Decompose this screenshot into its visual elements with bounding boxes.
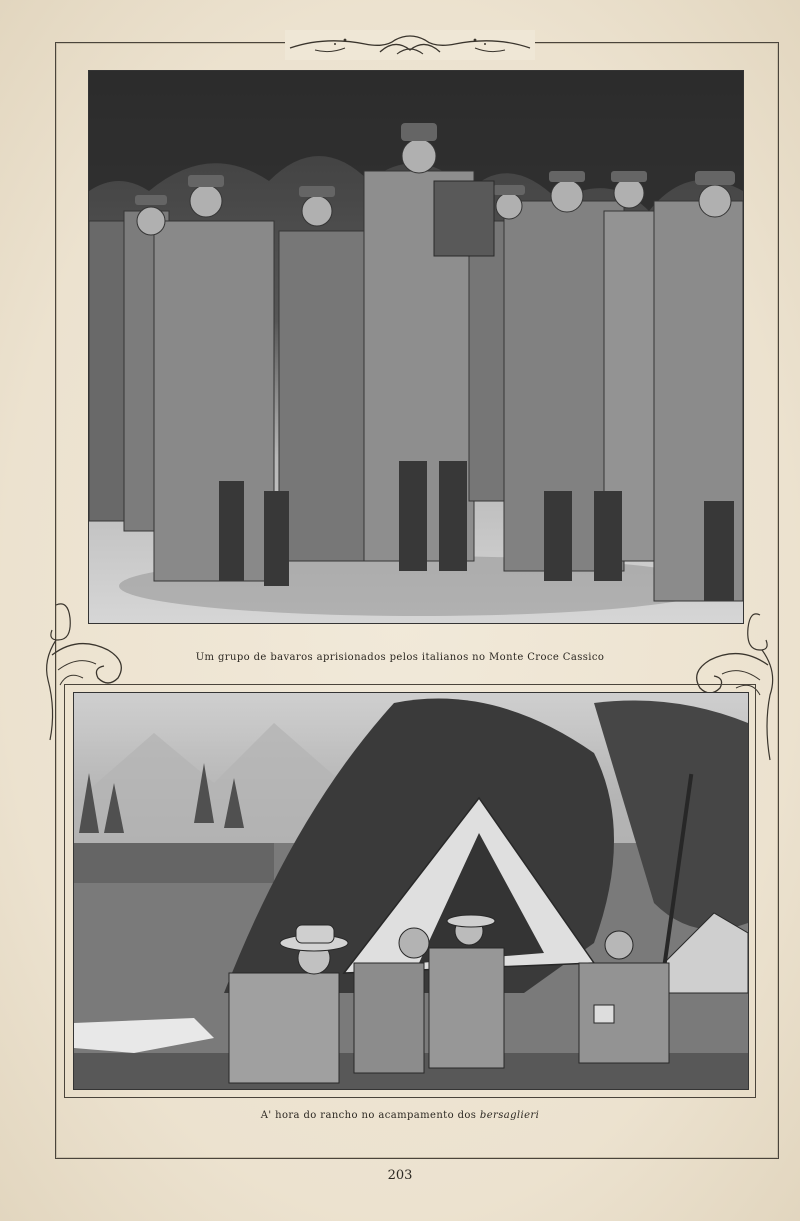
flourish-ornament-icon: [285, 30, 535, 60]
page-number: 203: [387, 1168, 413, 1183]
photo-caption-prisoners: Um grupo de bavaros aprisionados pelos italianos no Monte Croce Cassico: [195, 652, 605, 663]
photo-prisoners-group: [88, 70, 744, 624]
caption-italic-word: bersaglieri: [479, 1110, 540, 1121]
photo-bersaglieri-camp: [73, 692, 749, 1090]
caption-text: A' hora do rancho no acampamento dos: [260, 1110, 480, 1121]
photo-caption-camp: [0, 1110, 800, 1121]
